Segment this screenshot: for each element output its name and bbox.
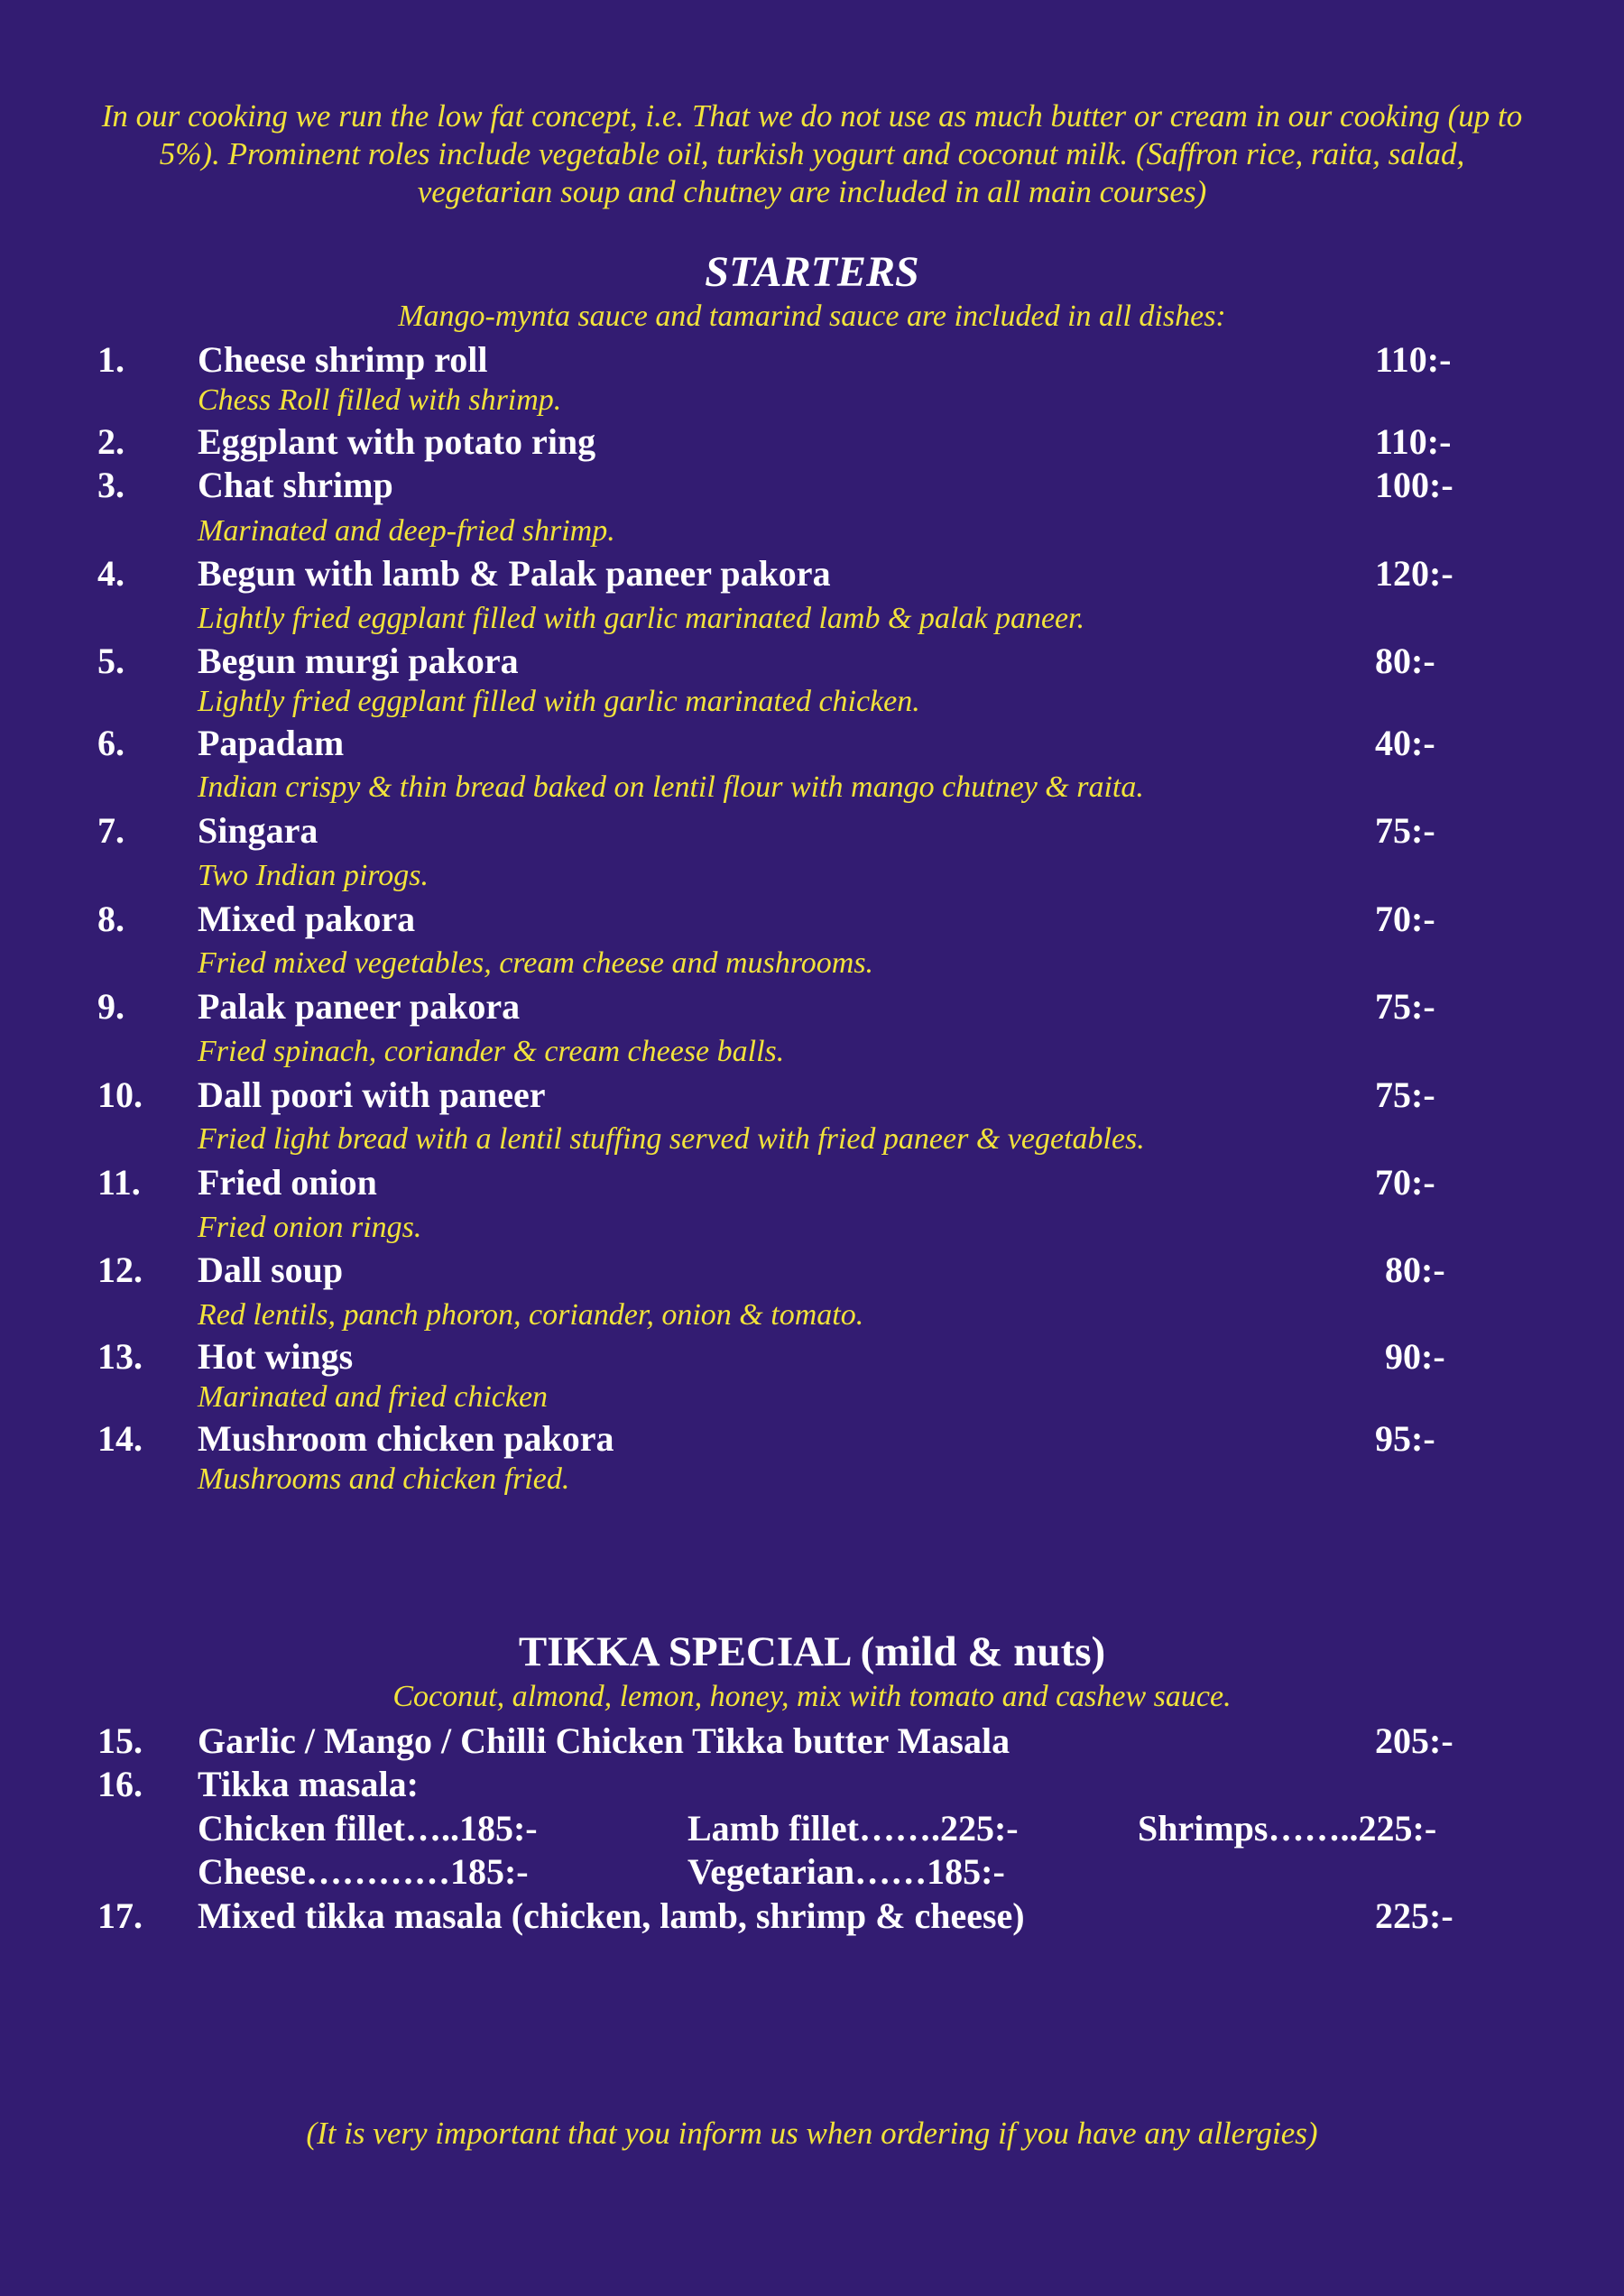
item-price: 70:-: [1375, 1162, 1435, 1203]
item-name: Tikka masala:: [198, 1764, 419, 1804]
intro-text: In our cooking we run the low fat concept, i.e. That we do not use as much butter or cream in our cooking (up to 5%). Prominent roles include vegetable oil, turkish yogurt and coconut milk. (Saffron rice, raita, salad, vegetarian soup and chutney are included in all main courses): [101, 98, 1523, 209]
item-number: 1.: [97, 339, 125, 380]
item-name: Singara: [198, 810, 318, 851]
item-description: Two Indian pirogs.: [198, 859, 429, 892]
starters-note: Mango-mynta sauce and tamarind sauce are included in all dishes:: [398, 300, 1226, 333]
item-name: Mixed pakora: [198, 899, 416, 939]
item-number: 3.: [97, 465, 125, 505]
item-price: 70:-: [1375, 899, 1435, 939]
item-number: 10.: [97, 1074, 143, 1115]
item-name: Papadam: [198, 723, 345, 763]
item-description: Chess Roll filled with shrimp.: [198, 383, 562, 417]
item-number: 12.: [97, 1249, 143, 1290]
item-name: Mushroom chicken pakora: [198, 1418, 614, 1459]
item-number: 17.: [97, 1895, 143, 1936]
tikka-note: Coconut, almond, lemon, honey, mix with tomato and cashew sauce.: [392, 1680, 1232, 1713]
item-price: 40:-: [1375, 723, 1435, 763]
item-description: Fried onion rings.: [198, 1211, 422, 1244]
item-name: Chat shrimp: [198, 465, 393, 505]
item-name: Fried onion: [198, 1162, 377, 1203]
tikka-option: Chicken fillet…..185:-: [198, 1808, 538, 1849]
item-price: 75:-: [1375, 1074, 1435, 1115]
item-number: 14.: [97, 1418, 143, 1459]
item-name: Eggplant with potato ring: [198, 421, 596, 462]
menu-item: [0, 1161, 1624, 1204]
item-number: 6.: [97, 723, 125, 763]
menu-item: [0, 985, 1624, 1028]
tikka-option: Cheese…………185:-: [198, 1851, 529, 1892]
item-description: Indian crispy & thin bread baked on lentil flour with mango chutney & raita.: [198, 770, 1144, 804]
menu-item: [0, 640, 1624, 683]
menu-item: [0, 1249, 1624, 1292]
item-description: Lightly fried eggplant filled with garlic marinated chicken.: [198, 685, 920, 718]
item-description: Marinated and deep-fried shrimp.: [198, 514, 615, 548]
item-description: Mushrooms and chicken fried.: [198, 1462, 570, 1496]
menu-item: [0, 1895, 1624, 1938]
tikka-option: Shrimps……..225:-: [1138, 1808, 1437, 1849]
menu-item: [0, 464, 1624, 507]
item-price: 110:-: [1375, 339, 1452, 380]
tikka-option: Vegetarian……185:-: [687, 1851, 1005, 1892]
item-name: Cheese shrimp roll: [198, 339, 488, 380]
item-number: 5.: [97, 641, 125, 681]
item-price: 205:-: [1375, 1720, 1453, 1761]
menu-item: [0, 1720, 1624, 1763]
item-price: 100:-: [1375, 465, 1453, 505]
item-name: Hot wings: [198, 1336, 354, 1377]
item-name: Begun murgi pakora: [198, 641, 519, 681]
item-name: Dall poori with paneer: [198, 1074, 546, 1115]
menu-item: [0, 1335, 1624, 1379]
item-description: Fried light bread with a lentil stuffing served with fried paneer & vegetables.: [198, 1122, 1145, 1156]
item-number: 11.: [97, 1162, 141, 1203]
menu-item: [0, 552, 1624, 595]
menu-item: [0, 1763, 1624, 1806]
item-name: Begun with lamb & Palak paneer pakora: [198, 553, 831, 594]
item-number: 4.: [97, 553, 125, 594]
item-number: 2.: [97, 421, 125, 462]
menu-item: [0, 722, 1624, 765]
tikka-title: TIKKA SPECIAL (mild & nuts): [518, 1628, 1106, 1675]
item-price: 75:-: [1375, 810, 1435, 851]
item-number: 9.: [97, 986, 125, 1027]
item-number: 15.: [97, 1720, 143, 1761]
item-price: 95:-: [1375, 1418, 1435, 1459]
menu-item: [0, 809, 1624, 853]
menu-item: [0, 1417, 1624, 1461]
starters-title: STARTERS: [705, 248, 919, 296]
item-name: Dall soup: [198, 1249, 344, 1290]
item-price: 75:-: [1375, 986, 1435, 1027]
item-price: 80:-: [1375, 641, 1435, 681]
item-description: Marinated and fried chicken: [198, 1380, 549, 1414]
item-name: Garlic / Mango / Chilli Chicken Tikka butter Masala: [198, 1720, 1010, 1761]
item-number: 7.: [97, 810, 125, 851]
item-price: 80:-: [1385, 1249, 1445, 1290]
item-price: 120:-: [1375, 553, 1453, 594]
tikka-option: Lamb fillet…….225:-: [687, 1808, 1019, 1849]
item-number: 16.: [97, 1764, 143, 1804]
item-number: 13.: [97, 1336, 143, 1377]
item-number: 8.: [97, 899, 125, 939]
item-price: 90:-: [1385, 1336, 1445, 1377]
item-description: Red lentils, panch phoron, coriander, onion & tomato.: [198, 1298, 864, 1332]
allergy-note: (It is very important that you inform us when ordering if you have any allergies): [306, 2116, 1318, 2151]
menu-item: [0, 898, 1624, 941]
item-name: Palak paneer pakora: [198, 986, 521, 1027]
menu-item: [0, 338, 1624, 382]
menu-item: [0, 1074, 1624, 1117]
menu-item: [0, 420, 1624, 464]
item-price: 225:-: [1375, 1895, 1453, 1936]
item-description: Fried spinach, coriander & cream cheese balls.: [198, 1035, 785, 1068]
item-description: Fried mixed vegetables, cream cheese and mushrooms.: [198, 946, 874, 980]
item-description: Lightly fried eggplant filled with garlic marinated lamb & palak paneer.: [198, 602, 1085, 635]
item-name: Mixed tikka masala (chicken, lamb, shrimp & cheese): [198, 1895, 1025, 1936]
item-price: 110:-: [1375, 421, 1452, 462]
